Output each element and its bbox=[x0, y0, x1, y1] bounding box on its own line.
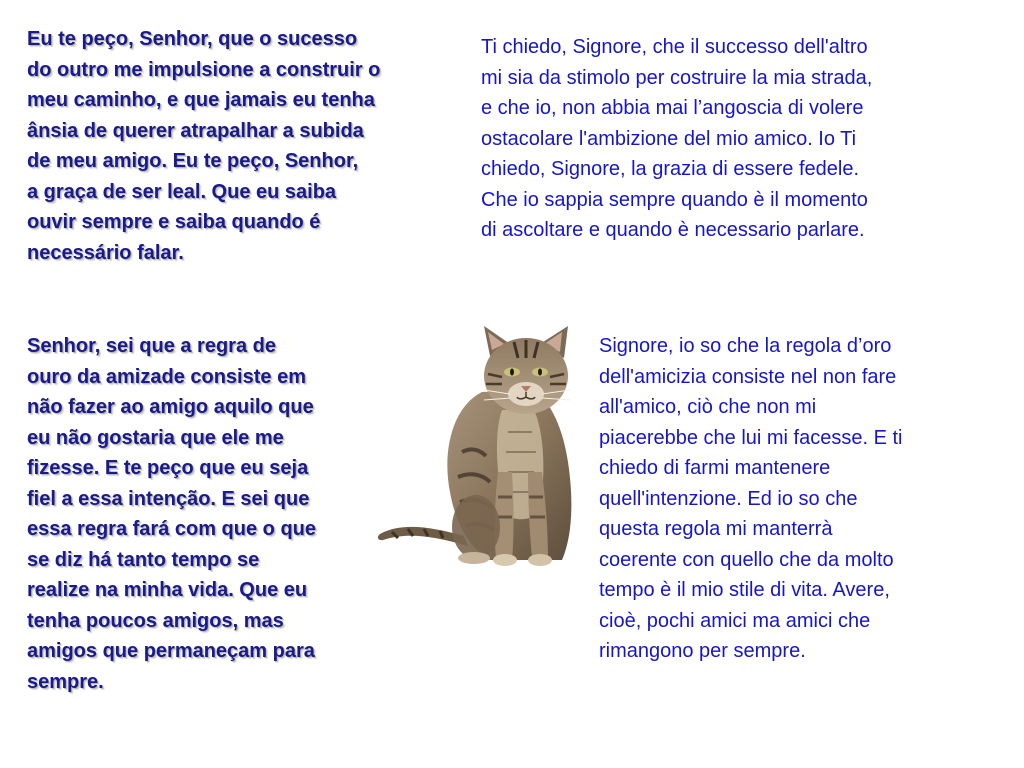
text-line: sempre. bbox=[27, 670, 104, 693]
text-line: fiel a essa intenção. E sei que bbox=[27, 487, 310, 510]
text-line: Senhor, sei que a regra de bbox=[27, 335, 276, 357]
text-line: quell'intenzione. Ed io so che bbox=[599, 487, 858, 510]
text-line: chiedo, Signore, la grazia di essere fedele. bbox=[481, 158, 860, 180]
text-line: necessário falar. bbox=[27, 241, 184, 264]
text-line: a graça de ser leal. Que eu saiba bbox=[27, 180, 337, 203]
italian-paragraph-2 bbox=[599, 331, 999, 667]
text-line: dell'amicizia consiste nel non fare bbox=[599, 365, 897, 388]
text-line: fizesse. E te peço que eu seja bbox=[27, 457, 309, 479]
text-line: amigos que permaneçam para bbox=[27, 640, 315, 662]
text-line: all'amico, ciò che non mi bbox=[599, 396, 817, 418]
text-line: se diz há tanto tempo se bbox=[27, 548, 260, 571]
text-line: Che io sappia sempre quando è il momento bbox=[481, 188, 868, 211]
text-line: coerente con quello che da molto bbox=[599, 548, 894, 571]
text-line: Eu te peço, Senhor, que o sucesso bbox=[27, 28, 358, 50]
text-line: di ascoltare e quando è necessario parlare. bbox=[481, 219, 865, 241]
text-line: ânsia de querer atrapalhar a subida bbox=[27, 119, 364, 142]
cat-image bbox=[372, 322, 600, 570]
text-line: essa regra fará com que o que bbox=[27, 518, 317, 540]
portuguese-paragraph-2 bbox=[27, 331, 387, 697]
text-line: cioè, pochi amici ma amici che bbox=[599, 609, 871, 632]
text-line: e che io, non abbia mai l’angoscia di volere bbox=[481, 97, 864, 119]
text-line: piacerebbe che lui mi facesse. E ti bbox=[599, 426, 903, 449]
portuguese-paragraph-1 bbox=[27, 24, 457, 268]
text-line: questa regola mi manterrà bbox=[599, 518, 833, 540]
text-line: Ti chiedo, Signore, che il successo dell'altro bbox=[481, 36, 868, 58]
text-line: mi sia da stimolo per costruire la mia strada, bbox=[481, 66, 873, 89]
text-line: realize na minha vida. Que eu bbox=[27, 579, 308, 601]
italian-paragraph-1 bbox=[481, 32, 1001, 246]
text-line: não fazer ao amigo aquilo que bbox=[27, 396, 314, 418]
text-line: eu não gostaria que ele me bbox=[27, 426, 284, 449]
text-line: rimangono per sempre. bbox=[599, 640, 806, 662]
text-line: do outro me impulsione a construir o bbox=[27, 58, 381, 81]
text-line: ouro da amizade consiste em bbox=[27, 365, 306, 388]
text-line: chiedo di farmi mantenere bbox=[599, 457, 831, 479]
text-line: tenha poucos amigos, mas bbox=[27, 609, 284, 632]
text-line: Signore, io so che la regola d’oro bbox=[599, 335, 892, 357]
text-line: de meu amigo. Eu te peço, Senhor, bbox=[27, 150, 359, 172]
text-line: ostacolare l'ambizione del mio amico. Io Ti bbox=[481, 127, 857, 150]
text-line: tempo è il mio stile di vita. Avere, bbox=[599, 579, 890, 601]
text-line: ouvir sempre e saiba quando é bbox=[27, 211, 321, 233]
text-line: meu caminho, e que jamais eu tenha bbox=[27, 89, 375, 111]
